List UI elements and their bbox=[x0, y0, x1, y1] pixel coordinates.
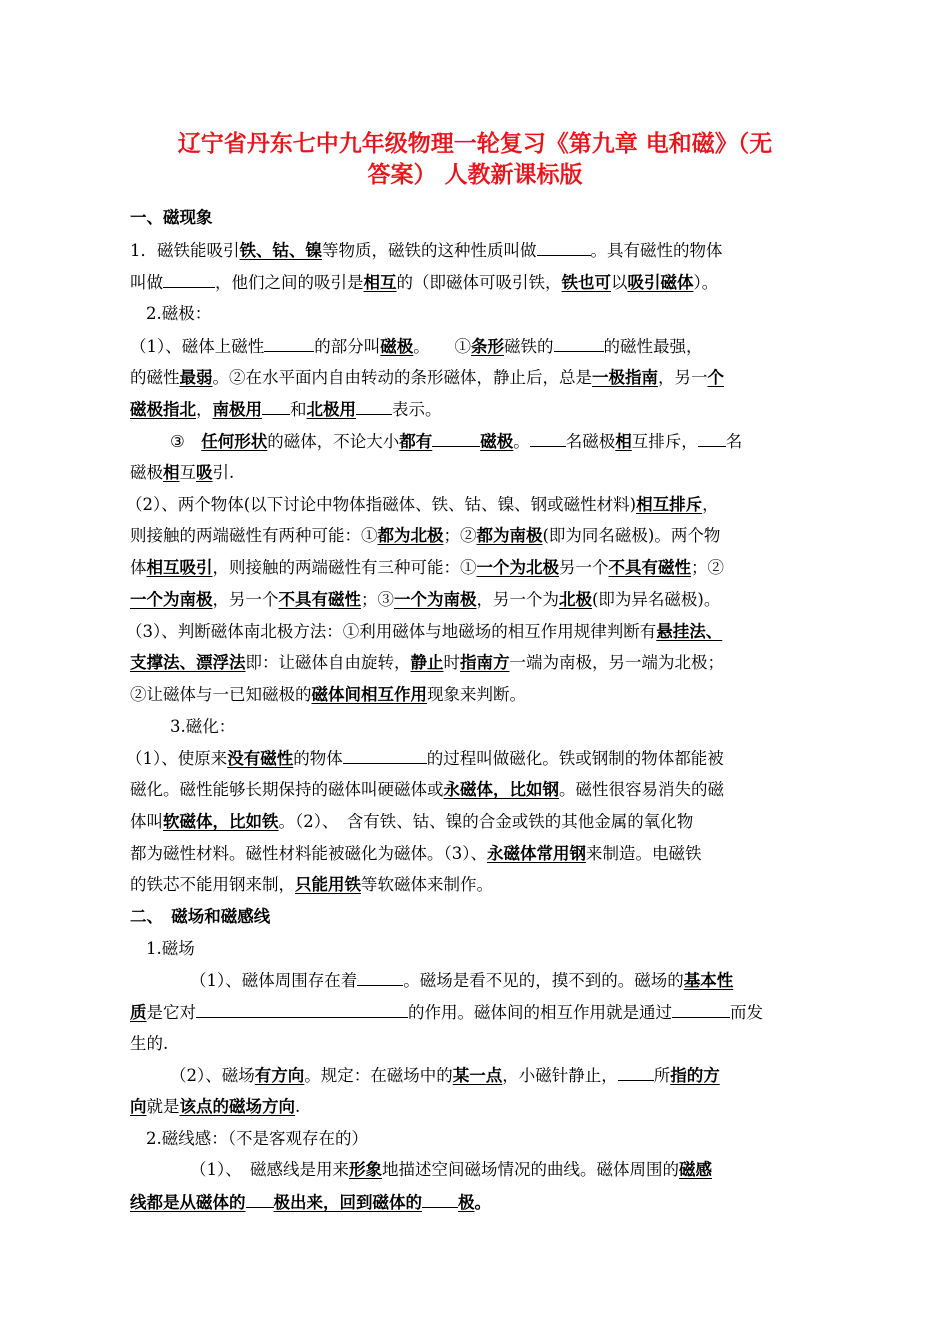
fill-blank bbox=[537, 238, 591, 256]
fill-blank bbox=[530, 429, 566, 447]
paragraph-line: 质是它对 的作用。磁体间的相互作用就是通过 而发 bbox=[130, 1000, 763, 1024]
paragraph-line: 叫做 ，他们之间的吸引是相互的（即磁体可吸引铁，铁也可以吸引磁体）。 bbox=[130, 270, 718, 294]
paragraph-line: ②让磁体与一已知磁极的磁体间相互作用现象来判断。 bbox=[130, 685, 526, 704]
paragraph-line: 线都是从磁体的 极出来，回到磁体的 极。 bbox=[130, 1190, 491, 1214]
document-title bbox=[125, 128, 825, 190]
title-line-2: 答案） 人教新课标版 bbox=[367, 161, 583, 188]
paragraph-line: 2.磁线感：（不是客观存在的） bbox=[146, 1129, 368, 1148]
paragraph-line: ③ 任何形状的磁体，不论大小都有 磁极。 名磁极相互排斥， 名 bbox=[170, 429, 742, 453]
paragraph-line: （2）、磁场有方向。规定：在磁场中的某一点，小磁针静止， 所指的方 bbox=[170, 1063, 720, 1087]
fill-blank bbox=[196, 1000, 408, 1018]
fill-blank bbox=[262, 397, 290, 415]
paragraph-line: 磁极指北，南极用 和北极用 表示。 bbox=[130, 397, 442, 421]
fill-blank bbox=[246, 1190, 274, 1208]
paragraph-line: 体叫软磁体，比如铁。（2）、 含有铁、钴、镍的合金或铁的其他金属的氧化物 bbox=[130, 812, 694, 831]
title-line-1: 辽宁省丹东七中九年级物理一轮复习《第九章 电和磁》（无 bbox=[177, 130, 773, 157]
paragraph-line: 体相互吸引，则接触的两端磁性有三种可能：①一个为北极另一个不具有磁性；② bbox=[130, 558, 724, 577]
section-heading-1: 一、磁现象 bbox=[130, 208, 213, 227]
fill-blank bbox=[163, 270, 215, 288]
fill-blank bbox=[357, 968, 403, 986]
paragraph-line: 的磁性最弱。②在水平面内自由转动的条形磁体，静止后，总是一极指南，另一个 bbox=[130, 368, 724, 387]
paragraph-line: （1）、 磁感线是用来形象地描述空间磁场情况的曲线。磁体周围的磁感 bbox=[190, 1160, 712, 1179]
fill-blank bbox=[672, 1000, 730, 1018]
paragraph-line: （2）、两个物体(以下讨论中物体指磁体、铁、钴、镍、钢或磁性材料)相互排斥， bbox=[126, 495, 719, 514]
fill-blank bbox=[618, 1063, 654, 1081]
paragraph-line: 的铁芯不能用钢来制，只能用铁等软磁体来制作。 bbox=[130, 875, 493, 894]
paragraph-line: 则接触的两端磁性有两种可能：①都为北极；②都为南极(即为同名磁极)。两个物 bbox=[130, 526, 721, 545]
paragraph-line: 磁化。磁性能够长期保持的磁体叫硬磁体或永磁体，比如钢。磁性很容易消失的磁 bbox=[130, 780, 724, 799]
fill-blank bbox=[356, 397, 392, 415]
paragraph-line: 生的. bbox=[130, 1034, 169, 1053]
paragraph-line: 1．磁铁能吸引铁、钴、镍等物质，磁铁的这种性质叫做 。具有磁性的物体 bbox=[130, 238, 723, 262]
paragraph-line: 3.磁化： bbox=[170, 717, 236, 736]
paragraph-line: 支撑法、漂浮法即：让磁体自由旋转，静止时指南方一端为南极，另一端为北极； bbox=[130, 653, 724, 672]
paragraph-line: （3）、判断磁体南北极方法：①利用磁体与地磁场的相互作用规律判断有悬挂法、 bbox=[126, 622, 723, 641]
paragraph-line: 1.磁场 bbox=[146, 939, 195, 958]
paragraph-line: 都为磁性材料。磁性材料能被磁化为磁体。（3）、永磁体常用钢来制造。电磁铁 bbox=[130, 844, 702, 863]
paragraph-line: 2.磁极： bbox=[146, 304, 212, 323]
section-heading-2: 二、 磁场和磁感线 bbox=[130, 907, 271, 926]
paragraph-line: （1）、磁体周围存在着 。磁场是看不见的，摸不到的。磁场的基本性 bbox=[190, 968, 733, 992]
paragraph-line: 磁极相互吸引. bbox=[130, 463, 235, 482]
paragraph-line: （1）、使原来没有磁性的物体 的过程叫做磁化。铁或钢制的物体都能被 bbox=[126, 746, 724, 770]
paragraph-line: 向就是该点的磁场方向. bbox=[130, 1097, 301, 1116]
fill-blank bbox=[554, 334, 604, 352]
paragraph-line: （1）、磁体上磁性 的部分叫磁极。 ①条形磁铁的 的磁性最强， bbox=[130, 334, 703, 358]
fill-blank bbox=[343, 746, 427, 764]
fill-blank bbox=[698, 429, 726, 447]
paragraph-line: 一个为南极，另一个不具有磁性；③一个为南极，另一个为北极(即为异名磁极)。 bbox=[130, 590, 721, 609]
fill-blank bbox=[264, 334, 314, 352]
fill-blank bbox=[432, 429, 480, 447]
fill-blank bbox=[422, 1190, 458, 1208]
